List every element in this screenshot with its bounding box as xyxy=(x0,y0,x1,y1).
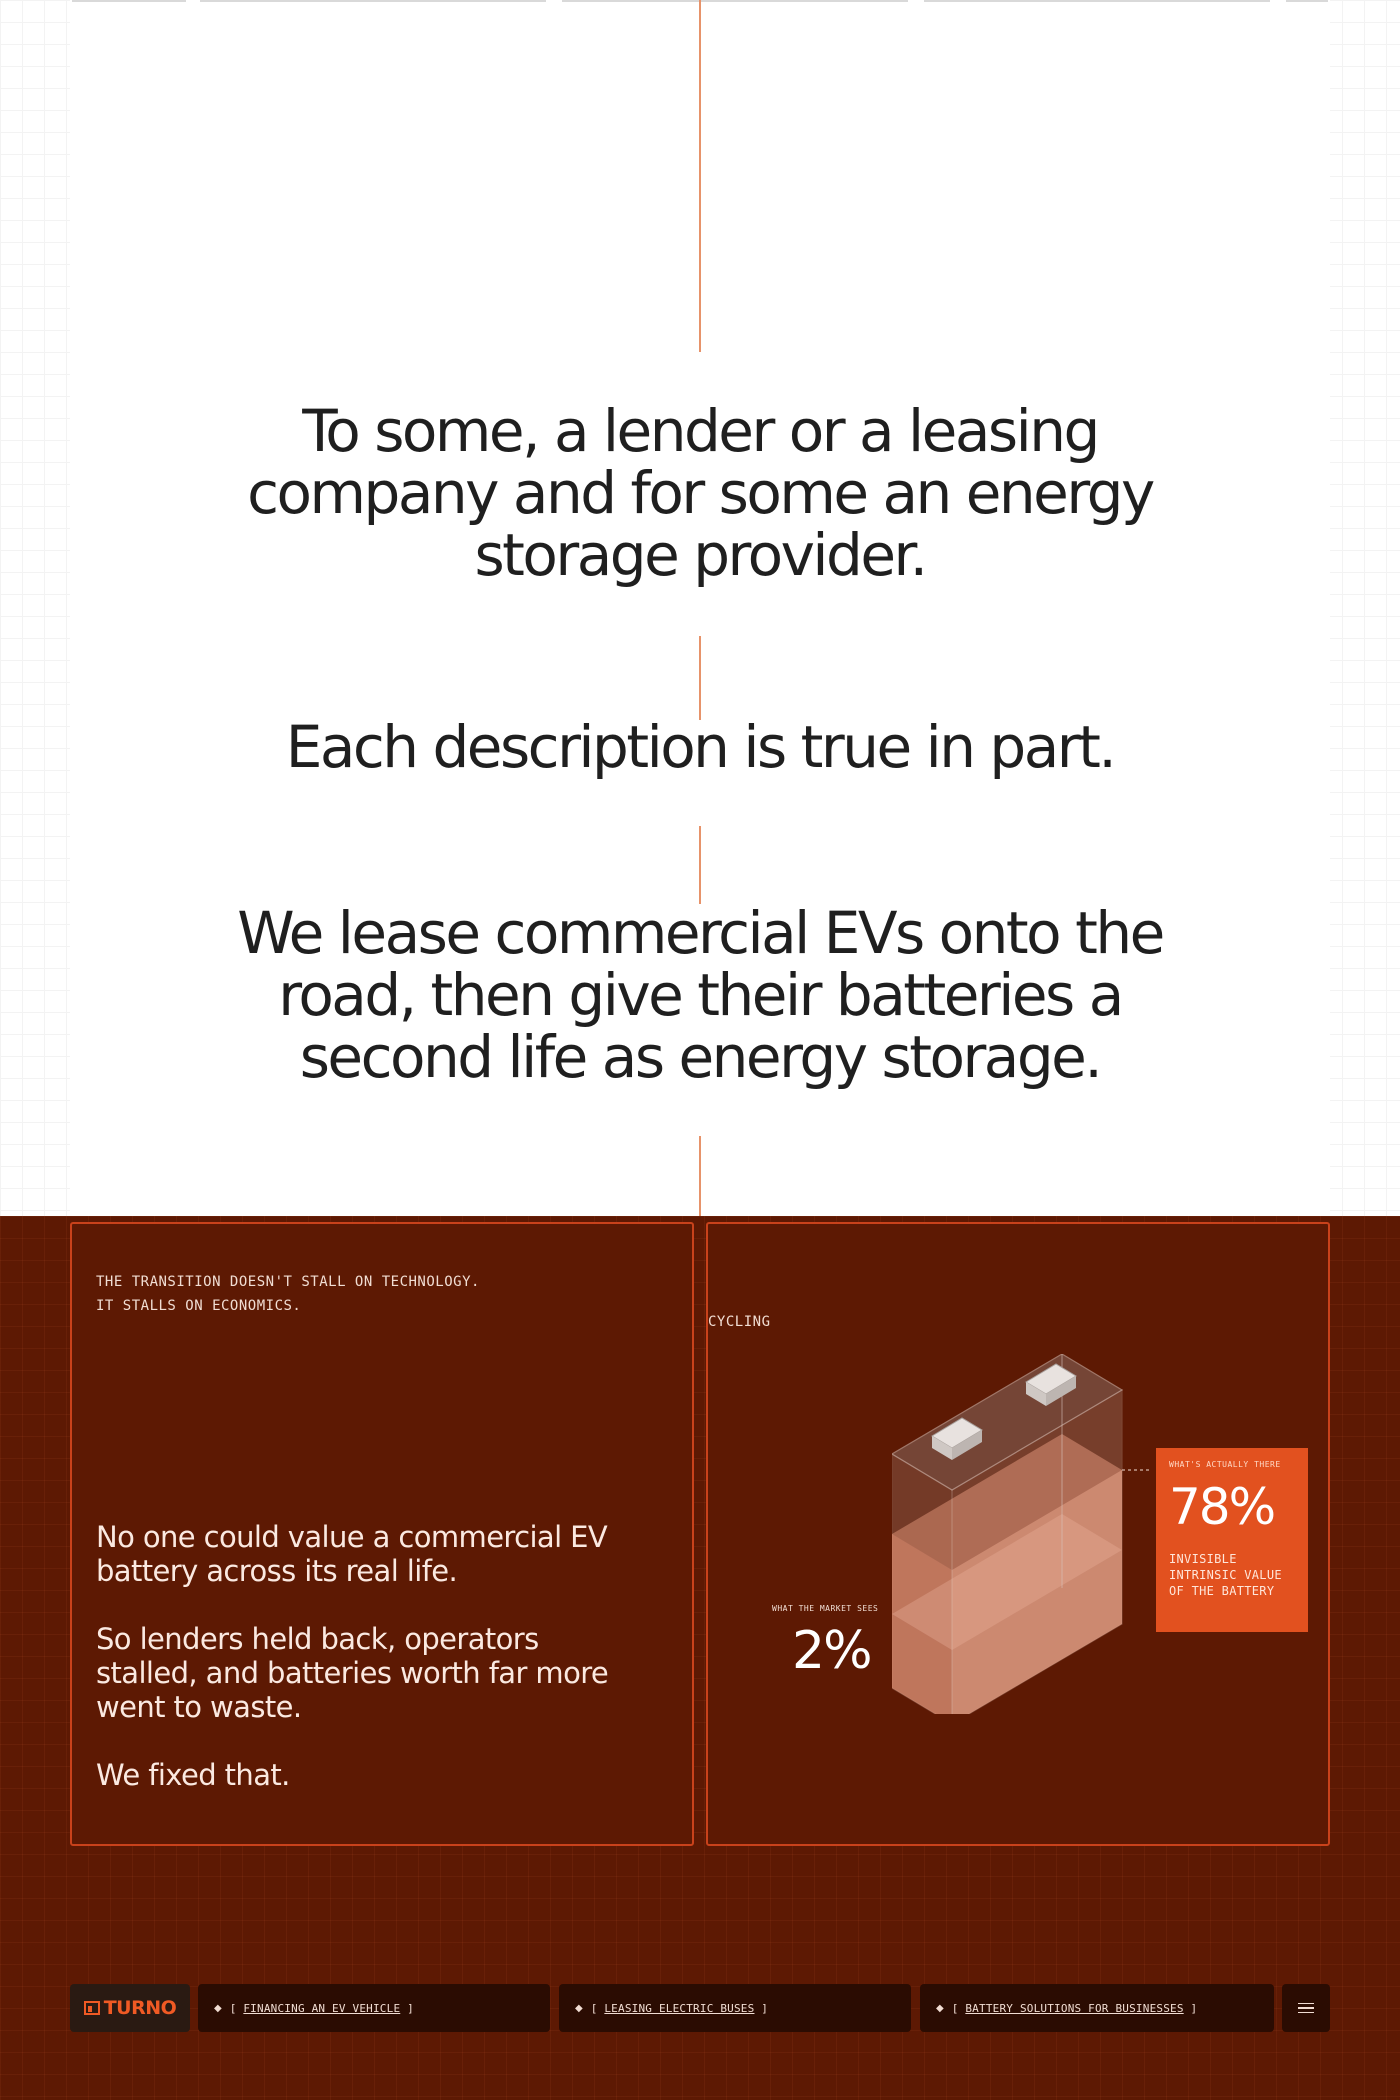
statement-first: To some, a lender or a leasing company and for some an energy storage provider. xyxy=(247,397,1153,589)
body-paragraph-2: So lenders held back, operators stalled, and batteries worth far more went to waste. xyxy=(96,1622,609,1724)
market-sees-value: 2% xyxy=(792,1621,871,1681)
actual-description: INVISIBLE INTRINSIC VALUE OF THE BATTERY xyxy=(1169,1552,1282,1598)
connector-line xyxy=(699,636,701,720)
actual-label: WHAT'S ACTUALLY THERE xyxy=(1169,1460,1281,1469)
turno-logo[interactable] xyxy=(70,1984,190,2032)
body-paragraph-1: No one could value a commercial EV battery across its real life. xyxy=(96,1520,608,1588)
nav-link-leasing[interactable] xyxy=(559,1984,911,2032)
panel-eyebrow xyxy=(96,1270,480,1318)
panel-body xyxy=(96,1520,636,1826)
body-paragraph-3: We fixed that. xyxy=(96,1758,290,1792)
diamond-icon: ◆ xyxy=(575,2002,583,2014)
statement-second: Each description is true in part. xyxy=(285,713,1115,781)
economics-text-panel xyxy=(70,1222,694,1846)
nav-link-label: [ BATTERY SOLUTIONS FOR BUSINESSES ] xyxy=(951,2001,1198,2015)
hamburger-icon xyxy=(1298,2000,1314,2017)
battery-value-panel xyxy=(706,1222,1330,1846)
eyebrow-line-2: IT STALLS ON ECONOMICS. xyxy=(96,1298,302,1314)
intrinsic-value-card xyxy=(1156,1448,1308,1632)
turno-logo-icon xyxy=(84,2000,100,2016)
logo-text: TURNO xyxy=(103,1997,177,2019)
diamond-icon: ◆ xyxy=(214,2002,222,2014)
connector-line xyxy=(699,0,701,352)
nav-link-financing[interactable] xyxy=(198,1984,550,2032)
market-sees-label: WHAT THE MARKET SEES xyxy=(772,1604,879,1613)
nav-link-battery-solutions[interactable] xyxy=(920,1984,1274,2032)
nav-link-label: [ LEASING ELECTRIC BUSES ] xyxy=(590,2001,769,2015)
cycling-label: CYCLING xyxy=(708,1314,771,1330)
eyebrow-line-1: THE TRANSITION DOESN'T STALL ON TECHNOLOGY. xyxy=(96,1274,480,1290)
battery-illustration xyxy=(892,1354,1152,1714)
diamond-icon: ◆ xyxy=(936,2002,944,2014)
statement-third: We lease commercial EVs onto the road, then give their batteries a second life as energy storage. xyxy=(237,899,1163,1091)
actual-value: 78% xyxy=(1169,1478,1275,1536)
connector-line xyxy=(699,826,701,904)
connector-line xyxy=(699,1136,701,1216)
menu-button[interactable] xyxy=(1282,1984,1330,2032)
nav-link-label: [ FINANCING AN EV VEHICLE ] xyxy=(229,2001,414,2015)
